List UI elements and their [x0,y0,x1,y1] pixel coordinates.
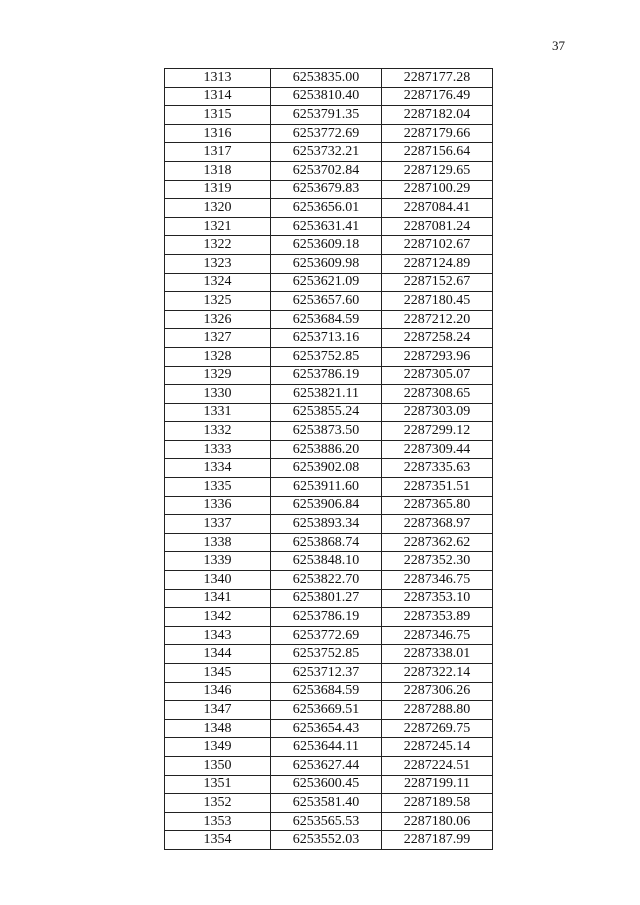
y-coordinate-cell: 2287245.14 [382,738,493,757]
point-number-cell: 1330 [165,385,271,404]
point-number-cell: 1342 [165,608,271,627]
x-coordinate-cell: 6253684.59 [271,682,382,701]
point-number-cell: 1353 [165,812,271,831]
table-row [165,385,493,404]
point-number-cell: 1326 [165,310,271,329]
table-row [165,515,493,534]
x-coordinate-cell: 6253656.01 [271,199,382,218]
y-coordinate-cell: 2287189.58 [382,794,493,813]
y-coordinate-cell: 2287180.45 [382,292,493,311]
x-coordinate-cell: 6253886.20 [271,440,382,459]
point-number-cell: 1332 [165,422,271,441]
y-coordinate-cell: 2287338.01 [382,645,493,664]
table-row [165,459,493,478]
table-row [165,124,493,143]
table-row [165,422,493,441]
point-number-cell: 1322 [165,236,271,255]
y-coordinate-cell: 2287365.80 [382,496,493,515]
point-number-cell: 1331 [165,403,271,422]
table-row [165,794,493,813]
point-number-cell: 1328 [165,347,271,366]
y-coordinate-cell: 2287353.89 [382,608,493,627]
y-coordinate-cell: 2287346.75 [382,571,493,590]
table-row [165,161,493,180]
x-coordinate-cell: 6253752.85 [271,347,382,366]
x-coordinate-cell: 6253801.27 [271,589,382,608]
coordinates-table-body [165,69,493,850]
point-number-cell: 1316 [165,124,271,143]
y-coordinate-cell: 2287346.75 [382,626,493,645]
table-row [165,254,493,273]
y-coordinate-cell: 2287124.89 [382,254,493,273]
point-number-cell: 1314 [165,87,271,106]
table-row [165,812,493,831]
y-coordinate-cell: 2287258.24 [382,329,493,348]
table-row [165,106,493,125]
x-coordinate-cell: 6253791.35 [271,106,382,125]
y-coordinate-cell: 2287353.10 [382,589,493,608]
table-row [165,626,493,645]
table-row [165,329,493,348]
point-number-cell: 1338 [165,533,271,552]
y-coordinate-cell: 2287156.64 [382,143,493,162]
x-coordinate-cell: 6253654.43 [271,719,382,738]
table-row [165,180,493,199]
y-coordinate-cell: 2287351.51 [382,478,493,497]
y-coordinate-cell: 2287212.20 [382,310,493,329]
point-number-cell: 1352 [165,794,271,813]
point-number-cell: 1324 [165,273,271,292]
table-row [165,682,493,701]
page-number: 37 [552,38,565,53]
table-row [165,143,493,162]
table-row [165,87,493,106]
x-coordinate-cell: 6253657.60 [271,292,382,311]
y-coordinate-cell: 2287152.67 [382,273,493,292]
x-coordinate-cell: 6253911.60 [271,478,382,497]
point-number-cell: 1318 [165,161,271,180]
x-coordinate-cell: 6253609.18 [271,236,382,255]
table-row [165,589,493,608]
point-number-cell: 1317 [165,143,271,162]
table-row [165,645,493,664]
x-coordinate-cell: 6253644.11 [271,738,382,757]
point-number-cell: 1315 [165,106,271,125]
table-row [165,478,493,497]
point-number-cell: 1354 [165,831,271,850]
point-number-cell: 1329 [165,366,271,385]
x-coordinate-cell: 6253902.08 [271,459,382,478]
table-row [165,756,493,775]
x-coordinate-cell: 6253552.03 [271,831,382,850]
point-number-cell: 1343 [165,626,271,645]
point-number-cell: 1349 [165,738,271,757]
point-number-cell: 1319 [165,180,271,199]
table-row [165,366,493,385]
y-coordinate-cell: 2287129.65 [382,161,493,180]
table-row [165,347,493,366]
y-coordinate-cell: 2287309.44 [382,440,493,459]
y-coordinate-cell: 2287102.67 [382,236,493,255]
x-coordinate-cell: 6253772.69 [271,626,382,645]
x-coordinate-cell: 6253627.44 [271,756,382,775]
x-coordinate-cell: 6253713.16 [271,329,382,348]
y-coordinate-cell: 2287199.11 [382,775,493,794]
table-row [165,292,493,311]
table-row [165,571,493,590]
table-row [165,236,493,255]
x-coordinate-cell: 6253822.70 [271,571,382,590]
y-coordinate-cell: 2287180.06 [382,812,493,831]
table-row [165,69,493,88]
point-number-cell: 1351 [165,775,271,794]
x-coordinate-cell: 6253868.74 [271,533,382,552]
y-coordinate-cell: 2287293.96 [382,347,493,366]
x-coordinate-cell: 6253669.51 [271,701,382,720]
table-row [165,217,493,236]
x-coordinate-cell: 6253684.59 [271,310,382,329]
x-coordinate-cell: 6253772.69 [271,124,382,143]
table-row [165,440,493,459]
point-number-cell: 1320 [165,199,271,218]
point-number-cell: 1344 [165,645,271,664]
x-coordinate-cell: 6253848.10 [271,552,382,571]
point-number-cell: 1325 [165,292,271,311]
table-row [165,701,493,720]
x-coordinate-cell: 6253855.24 [271,403,382,422]
table-row [165,738,493,757]
point-number-cell: 1340 [165,571,271,590]
y-coordinate-cell: 2287100.29 [382,180,493,199]
y-coordinate-cell: 2287176.49 [382,87,493,106]
x-coordinate-cell: 6253631.41 [271,217,382,236]
y-coordinate-cell: 2287084.41 [382,199,493,218]
x-coordinate-cell: 6253835.00 [271,69,382,88]
point-number-cell: 1350 [165,756,271,775]
x-coordinate-cell: 6253621.09 [271,273,382,292]
x-coordinate-cell: 6253679.83 [271,180,382,199]
point-number-cell: 1345 [165,664,271,683]
y-coordinate-cell: 2287335.63 [382,459,493,478]
point-number-cell: 1327 [165,329,271,348]
y-coordinate-cell: 2287269.75 [382,719,493,738]
y-coordinate-cell: 2287322.14 [382,664,493,683]
point-number-cell: 1348 [165,719,271,738]
point-number-cell: 1313 [165,69,271,88]
x-coordinate-cell: 6253821.11 [271,385,382,404]
y-coordinate-cell: 2287179.66 [382,124,493,143]
point-number-cell: 1321 [165,217,271,236]
y-coordinate-cell: 2287368.97 [382,515,493,534]
table-row [165,533,493,552]
table-row [165,310,493,329]
point-number-cell: 1337 [165,515,271,534]
y-coordinate-cell: 2287306.26 [382,682,493,701]
x-coordinate-cell: 6253702.84 [271,161,382,180]
x-coordinate-cell: 6253786.19 [271,608,382,627]
x-coordinate-cell: 6253581.40 [271,794,382,813]
x-coordinate-cell: 6253873.50 [271,422,382,441]
y-coordinate-cell: 2287362.62 [382,533,493,552]
y-coordinate-cell: 2287352.30 [382,552,493,571]
y-coordinate-cell: 2287182.04 [382,106,493,125]
table-row [165,552,493,571]
y-coordinate-cell: 2287288.80 [382,701,493,720]
y-coordinate-cell: 2287081.24 [382,217,493,236]
y-coordinate-cell: 2287177.28 [382,69,493,88]
y-coordinate-cell: 2287299.12 [382,422,493,441]
x-coordinate-cell: 6253906.84 [271,496,382,515]
table-row [165,496,493,515]
point-number-cell: 1335 [165,478,271,497]
table-row [165,273,493,292]
x-coordinate-cell: 6253732.21 [271,143,382,162]
x-coordinate-cell: 6253786.19 [271,366,382,385]
y-coordinate-cell: 2287224.51 [382,756,493,775]
y-coordinate-cell: 2287187.99 [382,831,493,850]
x-coordinate-cell: 6253893.34 [271,515,382,534]
x-coordinate-cell: 6253600.45 [271,775,382,794]
table-row [165,719,493,738]
point-number-cell: 1336 [165,496,271,515]
point-number-cell: 1346 [165,682,271,701]
table-row [165,608,493,627]
y-coordinate-cell: 2287305.07 [382,366,493,385]
x-coordinate-cell: 6253609.98 [271,254,382,273]
y-coordinate-cell: 2287303.09 [382,403,493,422]
table-row [165,831,493,850]
table-row [165,775,493,794]
point-number-cell: 1347 [165,701,271,720]
point-number-cell: 1333 [165,440,271,459]
x-coordinate-cell: 6253810.40 [271,87,382,106]
point-number-cell: 1339 [165,552,271,571]
table-row [165,199,493,218]
x-coordinate-cell: 6253752.85 [271,645,382,664]
point-number-cell: 1334 [165,459,271,478]
point-number-cell: 1341 [165,589,271,608]
point-number-cell: 1323 [165,254,271,273]
table-row [165,664,493,683]
table-row [165,403,493,422]
x-coordinate-cell: 6253712.37 [271,664,382,683]
coordinates-table [164,68,493,850]
x-coordinate-cell: 6253565.53 [271,812,382,831]
y-coordinate-cell: 2287308.65 [382,385,493,404]
